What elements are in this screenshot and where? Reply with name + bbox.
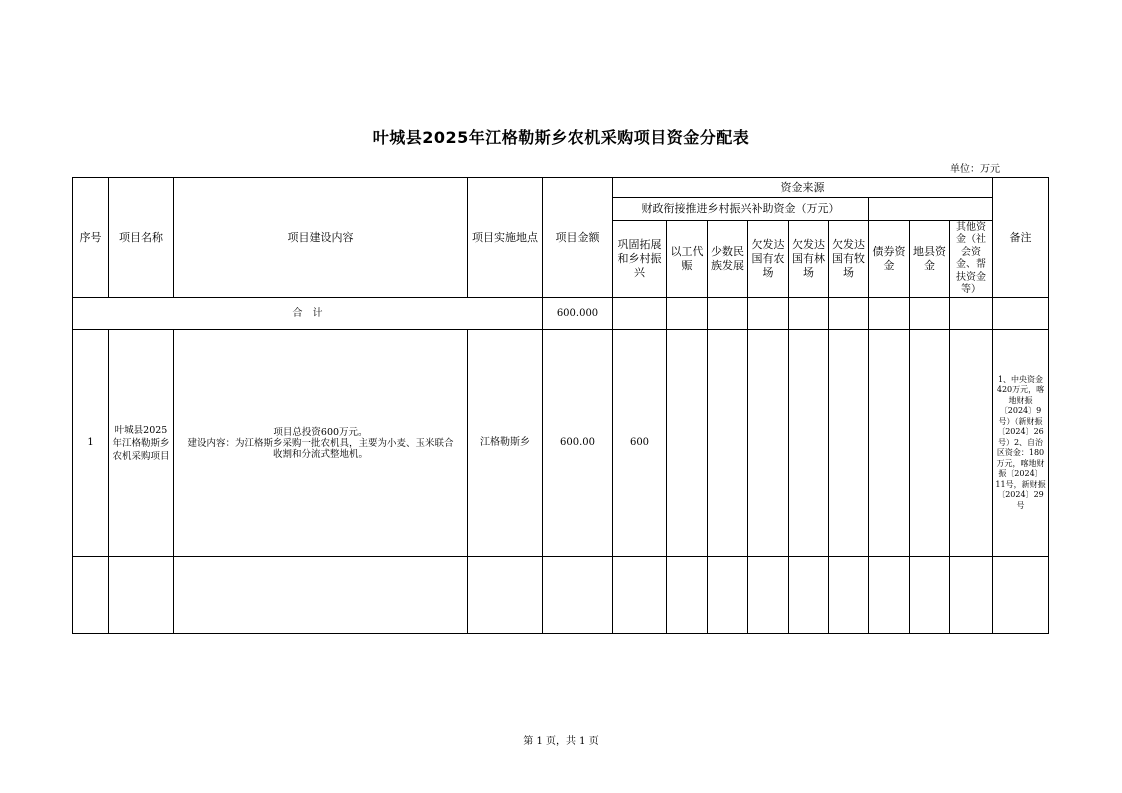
empty-cell — [613, 557, 667, 634]
header-work-relief: 以工代赈 — [667, 221, 708, 298]
header-bond: 债券资金 — [869, 221, 910, 298]
allocation-table — [72, 177, 1049, 634]
header-state-farm: 欠发达国有农场 — [748, 221, 789, 298]
header-construction-content: 项目建设内容 — [174, 178, 468, 298]
row-cell — [748, 330, 789, 557]
header-local: 地县资金 — [910, 221, 950, 298]
header-fund-source: 资金来源 — [613, 178, 993, 198]
row-cell — [708, 330, 748, 557]
header-state-forest: 欠发达国有林场 — [789, 221, 829, 298]
unit-label: 单位：万元 — [950, 164, 1000, 175]
total-row — [73, 298, 1049, 330]
header-location: 项目实施地点 — [468, 178, 543, 298]
row-cell — [910, 330, 950, 557]
header-project-name: 项目名称 — [109, 178, 174, 298]
header-fiscal-group-blank — [869, 198, 993, 221]
total-cell — [613, 298, 667, 330]
empty-cell — [869, 557, 910, 634]
header-state-ranch: 欠发达国有牧场 — [829, 221, 869, 298]
total-cell — [748, 298, 789, 330]
page-title: 叶城县2025年江格勒斯乡农机采购项目资金分配表 — [372, 128, 750, 147]
row-location: 江格勒斯乡 — [468, 330, 543, 557]
empty-cell — [829, 557, 869, 634]
header-consolidate: 巩固拓展和乡村振兴 — [613, 221, 667, 298]
table-row — [73, 330, 1049, 557]
row-cell — [789, 330, 829, 557]
row-cell — [829, 330, 869, 557]
empty-cell — [543, 557, 613, 634]
empty-cell — [789, 557, 829, 634]
row-cell — [869, 330, 910, 557]
empty-cell — [667, 557, 708, 634]
total-cell — [708, 298, 748, 330]
header-fiscal-group: 财政衔接推进乡村振兴补助资金（万元） — [613, 198, 869, 221]
row-construction-content: 项目总投资600万元。 建设内容：为江格斯乡采购一批农机具，主要为小麦、玉米联合收割和分流式整地机。 — [174, 330, 468, 557]
total-cell — [829, 298, 869, 330]
row-amount: 600.00 — [543, 330, 613, 557]
total-label: 合 计 — [73, 298, 543, 330]
row-cell — [667, 330, 708, 557]
empty-cell — [708, 557, 748, 634]
total-cell — [910, 298, 950, 330]
total-cell — [950, 298, 993, 330]
empty-cell — [910, 557, 950, 634]
row-project-name: 叶城县2025年江格勒斯乡农机采购项目 — [109, 330, 174, 557]
total-amount: 600.000 — [543, 298, 613, 330]
header-seq: 序号 — [73, 178, 109, 298]
empty-cell — [73, 557, 109, 634]
total-cell — [993, 298, 1049, 330]
empty-cell — [174, 557, 468, 634]
header-amount: 项目金额 — [543, 178, 613, 298]
empty-cell — [109, 557, 174, 634]
header-remark: 备注 — [993, 178, 1049, 298]
row-seq: 1 — [73, 330, 109, 557]
empty-cell — [748, 557, 789, 634]
header-minority: 少数民族发展 — [708, 221, 748, 298]
total-cell — [869, 298, 910, 330]
row-cell — [950, 330, 993, 557]
empty-row — [73, 557, 1049, 634]
empty-cell — [993, 557, 1049, 634]
total-cell — [789, 298, 829, 330]
header-row-1 — [73, 178, 1049, 198]
empty-cell — [468, 557, 543, 634]
row-consolidate: 600 — [613, 330, 667, 557]
row-remark: 1、中央资金420万元，喀地财振〔2024〕9号）（新财振〔2024〕26号）2、自治区资金：180万元，喀地财振〔2024〕11号，新财振〔2024〕29号 — [993, 330, 1049, 557]
header-other: 其他资金（社会资金、帮扶资金等） — [950, 221, 993, 298]
page-footer: 第 1 页，共 1 页 — [523, 736, 599, 747]
total-cell — [667, 298, 708, 330]
empty-cell — [950, 557, 993, 634]
